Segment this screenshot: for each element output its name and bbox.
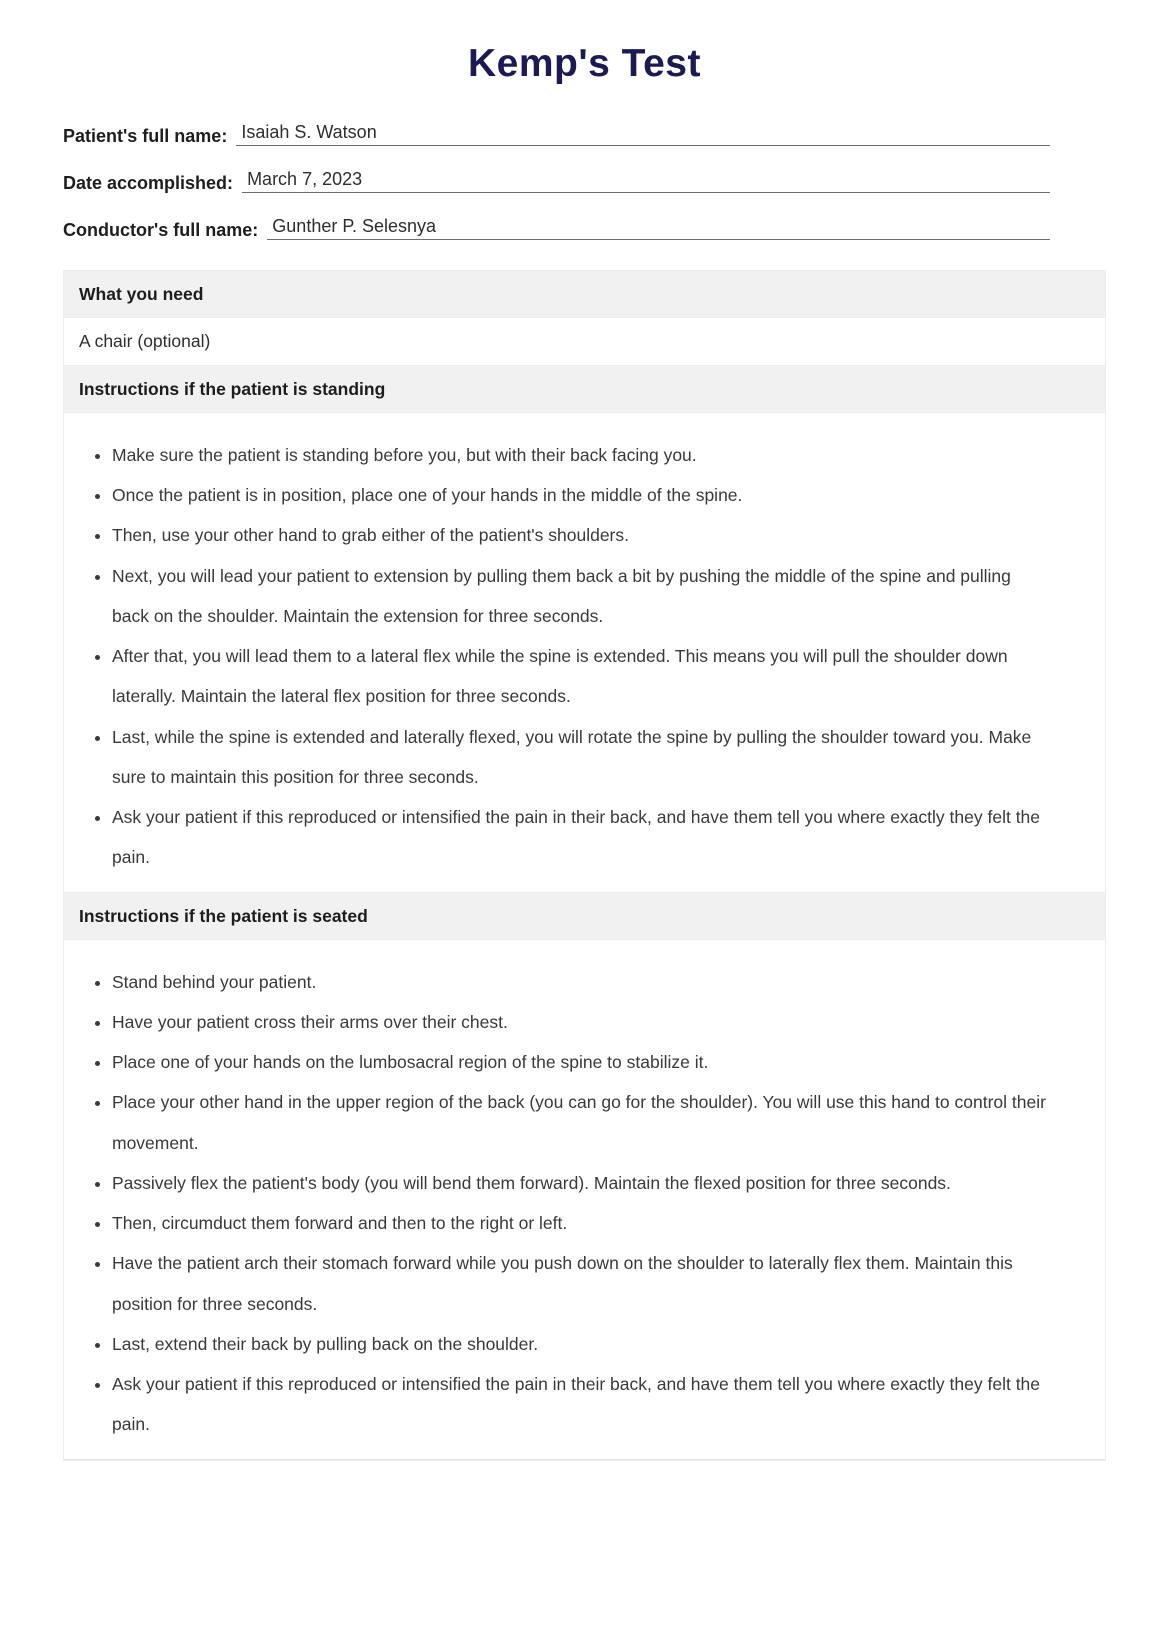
patient-name-input[interactable]: Isaiah S. Watson bbox=[236, 123, 1050, 146]
section-header-what-you-need: What you need bbox=[64, 271, 1105, 318]
seated-instructions-list bbox=[80, 962, 1050, 1445]
field-row-patient-name bbox=[63, 123, 1050, 146]
field-row-date-accomplished bbox=[63, 170, 1050, 193]
conductor-name-label: Conductor's full name: bbox=[63, 219, 259, 240]
standing-instructions-content bbox=[64, 413, 1105, 893]
list-item: • Then, use your other hand to grab either of the patient's shoulders. bbox=[112, 515, 1050, 555]
form-fields bbox=[63, 123, 1050, 240]
what-you-need-item: A chair (optional) bbox=[64, 318, 1105, 366]
list-item: • Then, circumduct them forward and then to the right or left. bbox=[112, 1203, 1050, 1243]
list-item: • Ask your patient if this reproduced or intensified the pain in their back, and have them tell you where exactly they felt the pain. bbox=[112, 1364, 1050, 1445]
conductor-name-input[interactable]: Gunther P. Selesnya bbox=[267, 217, 1050, 240]
list-item: • Place one of your hands on the lumbosacral region of the spine to stabilize it. bbox=[112, 1042, 1050, 1082]
section-header-standing-instructions: Instructions if the patient is standing bbox=[64, 366, 1105, 413]
date-accomplished-input[interactable]: March 7, 2023 bbox=[242, 170, 1050, 193]
instructions-table bbox=[63, 270, 1106, 1461]
seated-instructions-content bbox=[64, 940, 1105, 1460]
list-item: • Have the patient arch their stomach forward while you push down on the shoulder to laterally flex them. Maintain this position for three seconds. bbox=[112, 1243, 1050, 1324]
list-item: • Have your patient cross their arms over their chest. bbox=[112, 1002, 1050, 1042]
date-accomplished-label: Date accomplished: bbox=[63, 172, 234, 193]
page-title: Kemp's Test bbox=[468, 42, 701, 85]
field-row-conductor-name bbox=[63, 217, 1050, 240]
list-item: • Once the patient is in position, place one of your hands in the middle of the spine. bbox=[112, 475, 1050, 515]
list-item: • Next, you will lead your patient to extension by pulling them back a bit by pushing the middle of the spine and pulling back on the shoulder. Maintain the extension for three seconds. bbox=[112, 556, 1050, 637]
list-item: • Last, extend their back by pulling back on the shoulder. bbox=[112, 1324, 1050, 1364]
list-item: • Place your other hand in the upper region of the back (you can go for the shoulder). You will use this hand to control their movement. bbox=[112, 1082, 1050, 1163]
list-item: • Ask your patient if this reproduced or intensified the pain in their back, and have them tell you where exactly they felt the pain. bbox=[112, 797, 1050, 878]
list-item: • Last, while the spine is extended and laterally flexed, you will rotate the spine by pulling the shoulder toward you. Make sure to maintain this position for three seconds. bbox=[112, 717, 1050, 798]
patient-name-label: Patient's full name: bbox=[63, 125, 228, 146]
list-item: • Passively flex the patient's body (you will bend them forward). Maintain the flexed position for three seconds. bbox=[112, 1163, 1050, 1203]
standing-instructions-list bbox=[80, 435, 1050, 878]
list-item: • Stand behind your patient. bbox=[112, 962, 1050, 1002]
list-item: • After that, you will lead them to a lateral flex while the spine is extended. This means you will pull the shoulder down laterally. Maintain the lateral flex position for three seconds. bbox=[112, 636, 1050, 717]
list-item: • Make sure the patient is standing before you, but with their back facing you. bbox=[112, 435, 1050, 475]
section-header-seated-instructions: Instructions if the patient is seated bbox=[64, 893, 1105, 940]
